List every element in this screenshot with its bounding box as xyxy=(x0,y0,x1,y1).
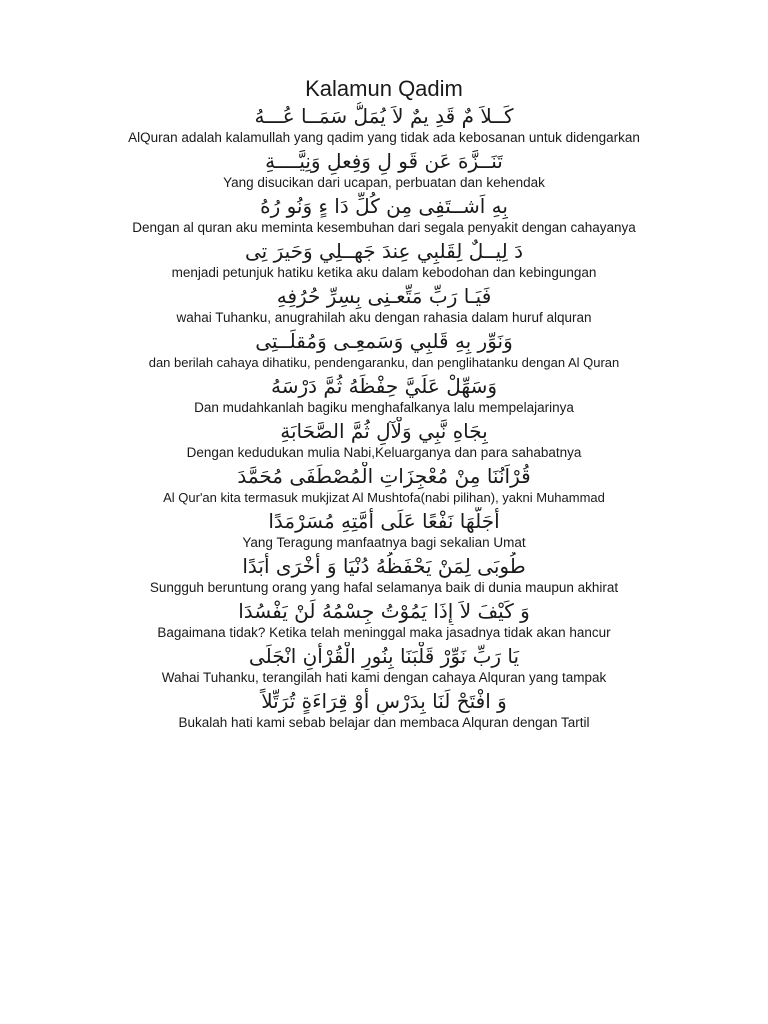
verse-10 xyxy=(90,507,678,551)
verse-13 xyxy=(90,642,678,686)
arabic-line: طُوبَى لِمَنْ يَحْفَظُهُ دُنْيَا وَ أُخْرَى أَبَدًا xyxy=(242,554,526,578)
arabic-line: وَسَهِّلْ عَلَيَّ حِفْظَهُ ثُمَّ دَرْسَهُ xyxy=(271,374,497,398)
arabic-line: تَنَــزَّهَ عَن قَو لٍ وَفِعلٍ وَنِيَّــــةِ xyxy=(265,149,503,173)
verse-7 xyxy=(90,372,678,416)
translation-line: Dengan kedudukan mulia Nabi,Keluarganya dan para sahabatnya xyxy=(186,445,582,460)
verse-6 xyxy=(90,327,678,371)
arabic-line: يَا رَبِّ نَوِّرْ قَلْبَنَا بِنُورِ الْقُرْأَنِ انْجَلَى xyxy=(248,644,520,668)
translation-line: menjadi petunjuk hatiku ketika aku dalam kebodohan dan kebingungan xyxy=(171,265,597,280)
translation-line: dan berilah cahaya dihatiku, pendengaranku, dan penglihatanku dengan Al Quran xyxy=(148,355,620,370)
verse-1 xyxy=(90,102,678,146)
translation-line: Al Qur'an kita termasuk mukjizat Al Mushtofa(nabi pilihan), yakni Muhammad xyxy=(163,490,605,505)
arabic-line: بِهِ اَشــتَفِى مِن كُلِّ دَا ءٍ وَنُو رُهُ xyxy=(260,194,508,218)
verse-4 xyxy=(90,237,678,281)
translation-line: AlQuran adalah kalamullah yang qadim yang tidak ada kebosanan untuk didengarkan xyxy=(128,130,640,145)
verse-3 xyxy=(90,192,678,236)
document-page xyxy=(90,76,678,732)
arabic-line: أَجَلُّهَا نَفْعًا عَلَى أُمَّتِهِ مُسَرْمَدًا xyxy=(268,509,500,533)
arabic-line: دَ لِيــلٌ لِقَلبِي عِندَ جَهــلِي وَحَيرَ تِى xyxy=(245,239,523,263)
translation-line: Bagaimana tidak? Ketika telah meninggal maka jasadnya tidak akan hancur xyxy=(157,625,611,640)
translation-line: Yang disucikan dari ucapan, perbuatan dan kehendak xyxy=(223,175,545,190)
arabic-line: قُرْاَنُنَا مِنْ مُعْجِزَاتِ الْمُصْطَفَى مُحَمَّدَ xyxy=(237,464,531,488)
translation-line: Dengan al quran aku meminta kesembuhan dari segala penyakit dengan cahayanya xyxy=(132,220,636,235)
verse-8 xyxy=(90,417,678,461)
verse-12 xyxy=(90,597,678,641)
verse-9 xyxy=(90,462,678,506)
verse-5 xyxy=(90,282,678,326)
arabic-line: وَ كَيْفَ لاَ إِذَا يَمُوْتُ جِسْمُهُ لَنْ يَفْسُدَا xyxy=(238,599,530,623)
translation-line: Bukalah hati kami sebab belajar dan membaca Alquran dengan Tartil xyxy=(178,715,590,730)
page-title: Kalamun Qadim xyxy=(305,76,463,101)
arabic-line: وَنَوِّر بِهِ قَلبِي وَسَمعِـى وَمُقلَــتِى xyxy=(255,329,513,353)
arabic-line: بِجَاهِ نَّبِي وَلْآلِ ثُمَّ الصَّحَابَةِ xyxy=(280,419,488,443)
translation-line: Sungguh beruntung orang yang hafal selamanya baik di dunia maupun akhirat xyxy=(149,580,619,595)
verse-14 xyxy=(90,687,678,731)
translation-line: Dan mudahkanlah bagiku menghafalkanya lalu mempelajarinya xyxy=(194,400,574,415)
verse-2 xyxy=(90,147,678,191)
translation-line: wahai Tuhanku, anugrahilah aku dengan rahasia dalam huruf alquran xyxy=(176,310,592,325)
verse-11 xyxy=(90,552,678,596)
arabic-line: فَيَـا رَبِّ مَتِّعـنِى بِسِرِّ حُرُفِهِ xyxy=(276,284,492,308)
arabic-line: وَ افْتَحْ لَنَا بِدَرْسٍ أَوْ قِرَاءَةٍ تُرَتِّلاً xyxy=(261,689,507,713)
translation-line: Wahai Tuhanku, terangilah hati kami dengan cahaya Alquran yang tampak xyxy=(161,670,607,685)
arabic-line: كَــلاَ مٌ قَدِ يمٌ لاَ يُمَلُّ سَمَــا عُـــهُ xyxy=(254,104,514,128)
translation-line: Yang Teragung manfaatnya bagi sekalian Umat xyxy=(242,535,526,550)
